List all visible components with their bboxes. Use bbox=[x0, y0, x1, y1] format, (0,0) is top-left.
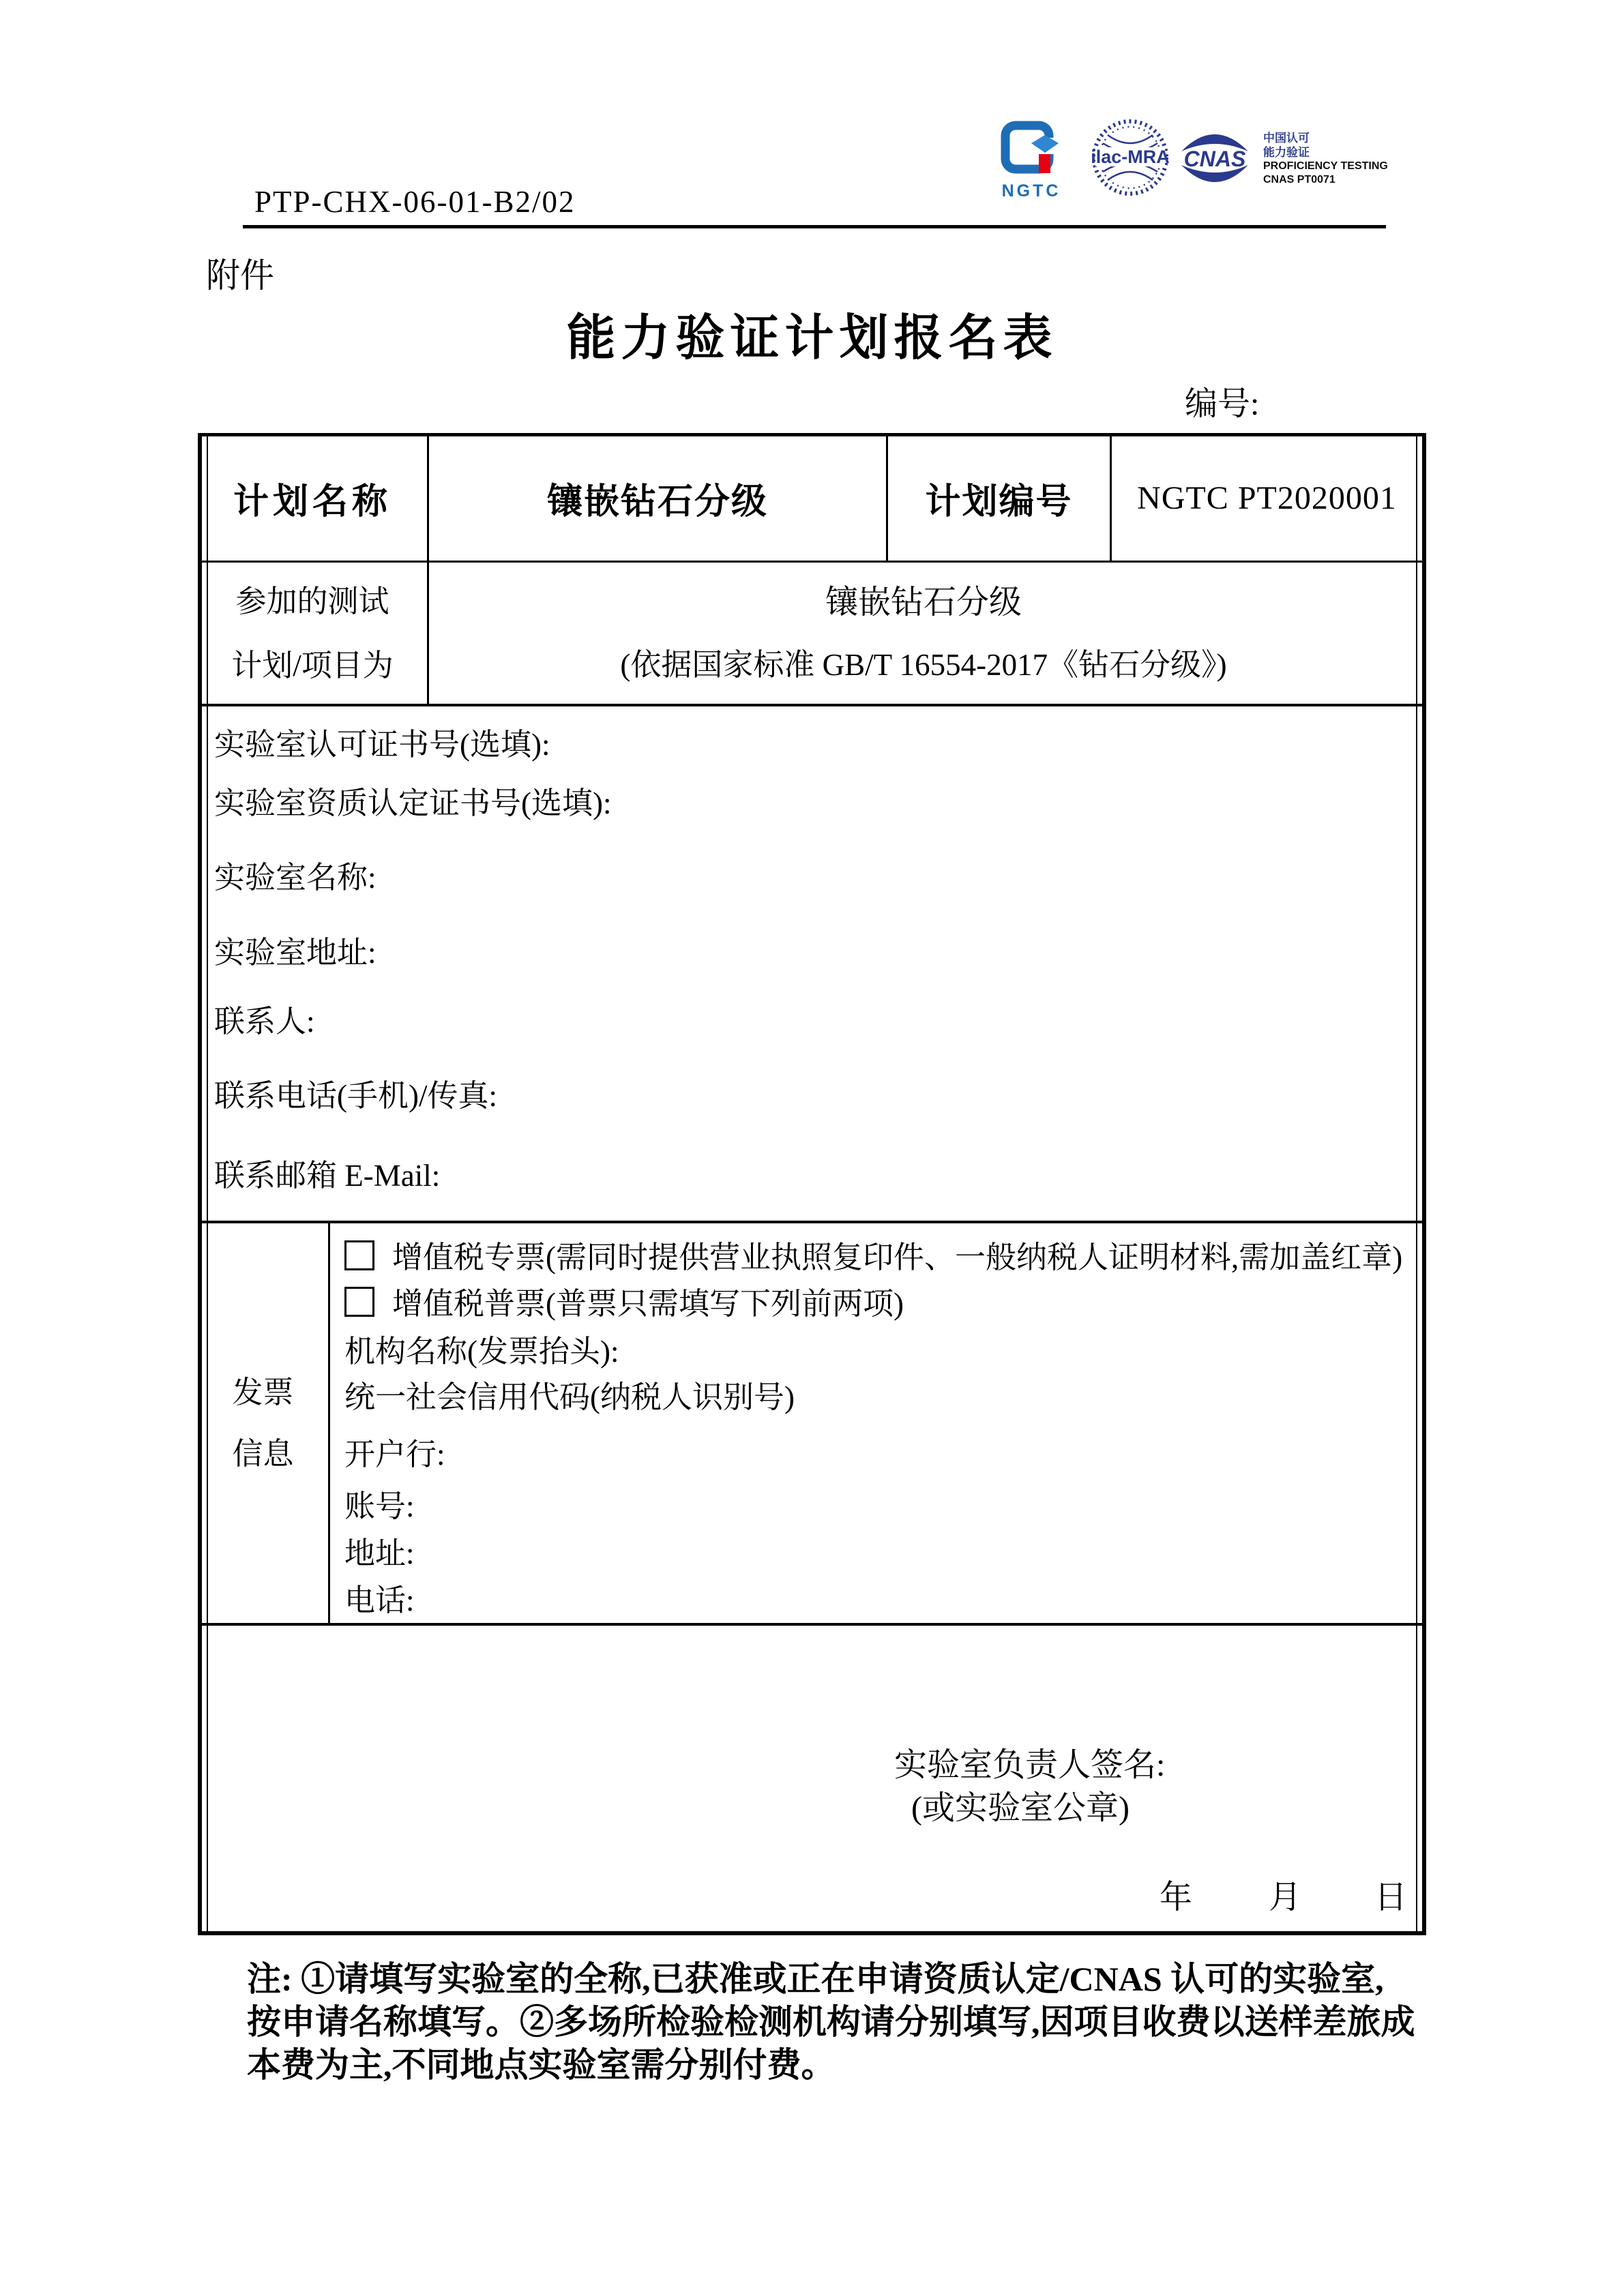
lab-accreditation-cert-field: 实验室认可证书号(选填): bbox=[214, 728, 550, 762]
footnote-line2: 按申请名称填写。②多场所检验检测机构请分别填写,因项目收费以送样差旅成 bbox=[247, 2003, 1415, 2041]
ngtc-wordmark: NGTC bbox=[1001, 181, 1061, 200]
cnas-caption-en2: CNAS PT0071 bbox=[1263, 174, 1335, 185]
header-rule bbox=[243, 225, 1386, 228]
contact-person-field: 联系人: bbox=[214, 1004, 315, 1039]
contact-email-field: 联系邮箱 E-Mail: bbox=[214, 1159, 441, 1193]
participating-test-value-line2: (依据国家标准 GB/T 16554-2017《钻石分级》) bbox=[620, 647, 1227, 682]
row-divider bbox=[198, 704, 1426, 706]
vat-special-checkbox[interactable] bbox=[344, 1240, 374, 1270]
cnas-caption-block bbox=[1263, 131, 1393, 187]
invoice-credit-code-field: 统一社会信用代码(纳税人识别号) bbox=[344, 1380, 795, 1414]
plan-number-label: 计划编号 bbox=[925, 482, 1073, 522]
date-month-label: 月 bbox=[1269, 1879, 1302, 1915]
attachment-label: 附件 bbox=[206, 256, 274, 295]
invoice-info-header bbox=[198, 1223, 328, 1623]
vat-general-invoice-option bbox=[344, 1285, 904, 1322]
invoice-account-field: 账号: bbox=[344, 1489, 415, 1523]
doc-code: PTP-CHX-06-01-B2/02 bbox=[254, 185, 576, 219]
signature-label: 实验室负责人签名: bbox=[894, 1747, 1166, 1783]
date-day-label: 日 bbox=[1374, 1879, 1408, 1915]
vat-general-checkbox[interactable] bbox=[344, 1287, 374, 1317]
date-year-label: 年 bbox=[1160, 1879, 1193, 1915]
cnas-caption-cn2: 能力验证 bbox=[1263, 146, 1310, 159]
cnas-caption-cn1: 中国认可 bbox=[1263, 132, 1310, 145]
vat-special-label: 增值税专票(需同时提供营业执照复印件、一般纳税人证明材料,需加盖红章) bbox=[392, 1240, 1403, 1274]
registration-form-table bbox=[198, 433, 1426, 1935]
cnas-wordmark: CNAS bbox=[1183, 147, 1246, 171]
participating-test-value bbox=[429, 563, 1418, 704]
invoice-bank-field: 开户行: bbox=[344, 1437, 445, 1472]
footnote-line1: 注: ①请填写实验室的全称,已获准或正在申请资质认定/CNAS 认可的实验室, bbox=[247, 1960, 1384, 1998]
footnote bbox=[247, 1958, 1415, 2087]
ilac-mra-logo bbox=[1087, 115, 1173, 203]
table-border-bottom bbox=[198, 1931, 1426, 1935]
column-divider bbox=[328, 1221, 330, 1626]
contact-phone-field: 联系电话(手机)/传真: bbox=[214, 1079, 497, 1113]
row-divider bbox=[198, 1623, 1426, 1626]
plan-number-value: NGTC PT2020001 bbox=[1137, 479, 1397, 516]
invoice-header-line1: 发票 bbox=[232, 1375, 294, 1410]
lab-name-field: 实验室名称: bbox=[214, 861, 377, 895]
participating-test-value-line1: 镶嵌钻石分级 bbox=[825, 584, 1022, 621]
table-border-right-outer bbox=[1422, 433, 1426, 1935]
vat-general-label: 增值税普票(普票只需填写下列前两项) bbox=[392, 1287, 904, 1321]
lab-address-field: 实验室地址: bbox=[214, 936, 377, 970]
participating-test-label bbox=[198, 563, 427, 704]
invoice-org-name-field: 机构名称(发票抬头): bbox=[344, 1335, 619, 1369]
plan-name-label: 计划名称 bbox=[233, 482, 392, 522]
date-line bbox=[1160, 1879, 1407, 1917]
vat-special-invoice-option bbox=[344, 1239, 1402, 1276]
lab-qualification-cert-field: 实验室资质认定证书号(选填): bbox=[214, 786, 612, 820]
participating-test-label-line1: 参加的测试 bbox=[235, 584, 389, 618]
ilac-wordmark: ilac-MRA bbox=[1091, 147, 1170, 167]
participating-test-label-line2: 计划/项目为 bbox=[231, 648, 394, 683]
ngtc-logo bbox=[997, 120, 1068, 200]
cnas-logo bbox=[1176, 128, 1254, 188]
plan-name-value: 镶嵌钻石分级 bbox=[546, 482, 768, 522]
ngtc-red-square bbox=[1039, 154, 1050, 173]
invoice-phone-field: 电话: bbox=[344, 1583, 415, 1617]
cnas-caption-en1: PROFICIENCY TESTING bbox=[1263, 160, 1388, 172]
signature-seal-label: (或实验室公章) bbox=[911, 1790, 1130, 1826]
page-title: 能力验证计划报名表 bbox=[566, 311, 1058, 366]
row-divider bbox=[198, 1221, 1426, 1223]
invoice-header-line2: 信息 bbox=[232, 1437, 294, 1471]
footnote-line3: 本费为主,不同地点实验室需分别付费。 bbox=[247, 2046, 836, 2084]
invoice-address-field: 地址: bbox=[344, 1536, 415, 1570]
serial-number-label: 编号: bbox=[1185, 386, 1260, 422]
